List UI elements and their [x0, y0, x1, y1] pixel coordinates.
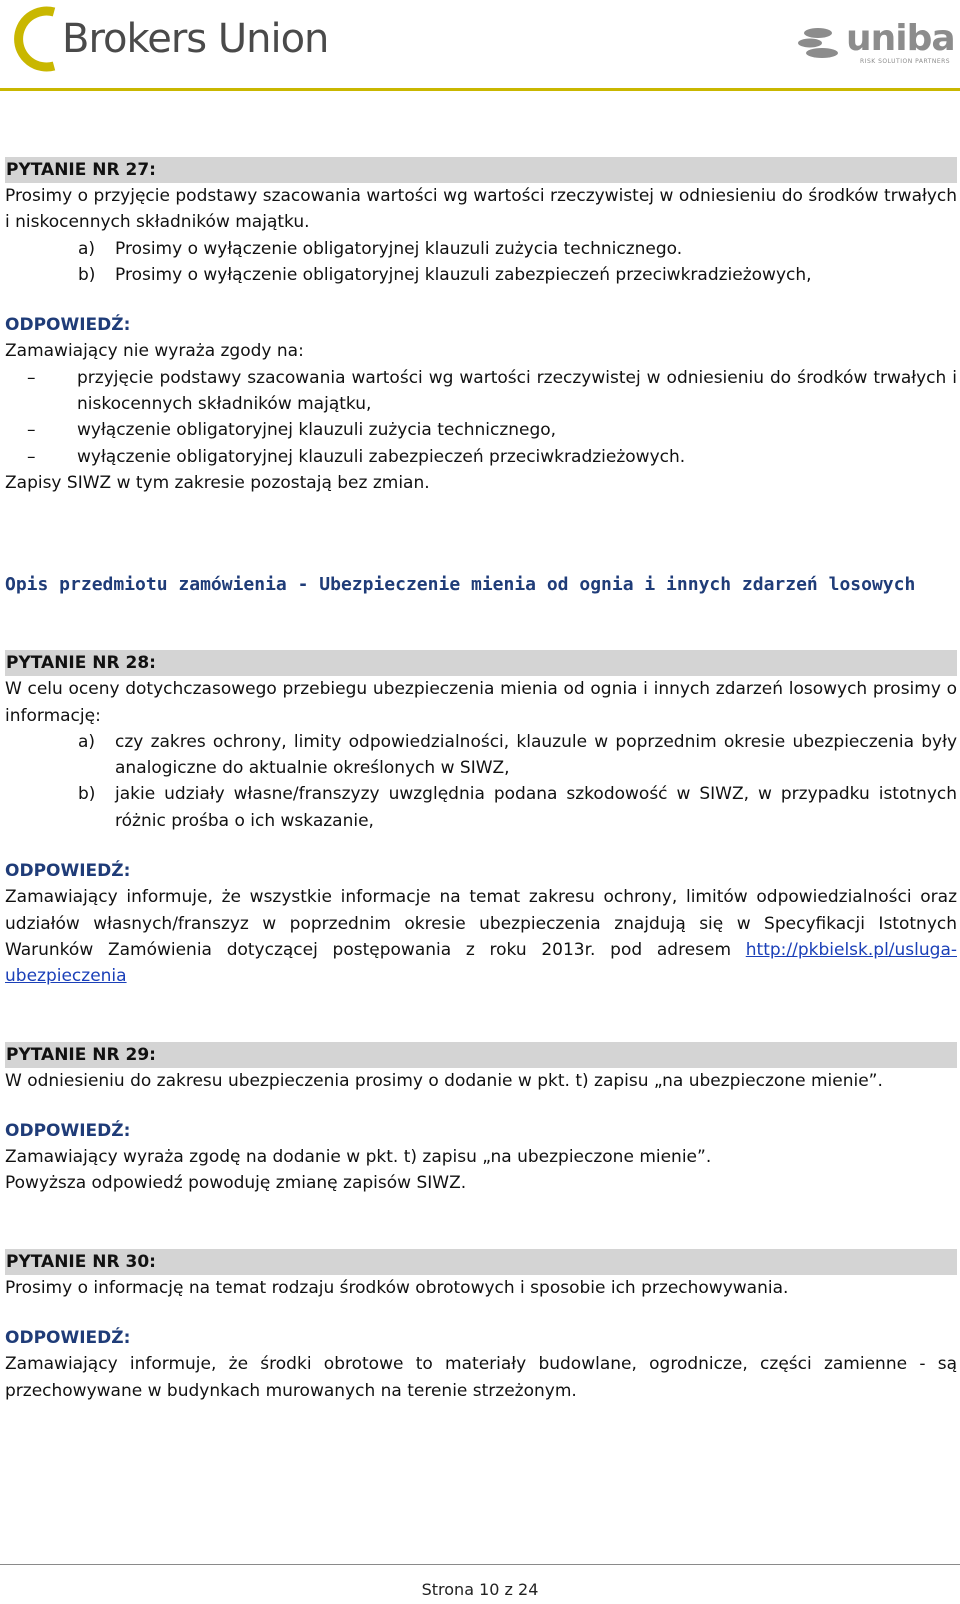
list-item: a) czy zakres ochrony, limity odpowiedzialności, klauzule w poprzednim okresie ubezpieczenia były analogiczne do aktualnie określonych w SIWZ,: [78, 731, 957, 779]
answer-28-label: ODPOWIEDŹ:: [5, 861, 131, 882]
list-item: – przyjęcie podstawy szacowania wartości wg wartości rzeczywistej w odniesieniu do środków trwałych i niskocennych składników majątku,: [27, 367, 957, 415]
section-heading: Opis przedmiotu zamówienia - Ubezpieczenie mienia od ognia i innych zdarzeń losowych: [5, 574, 916, 596]
footer-divider: [0, 1564, 960, 1565]
answer-27-intro: Zamawiający nie wyraża zgody na:: [5, 341, 304, 362]
answer-27-list: [5, 365, 957, 470]
question-28-title: PYTANIE NR 28:: [5, 650, 957, 676]
question-30-text: Prosimy o informację na temat rodzaju środków obrotowych i sposobie ich przechowywania.: [5, 1277, 789, 1298]
question-30-title: PYTANIE NR 30:: [5, 1249, 957, 1275]
answer-29-line1: Zamawiający wyraża zgodę na dodanie w pkt. t) zapisu „na ubezpieczone mienie”.: [5, 1147, 712, 1168]
answer-30-text: Zamawiający informuje, że środki obrotowe to materiały budowlane, ogrodnicze, części zamienne - są przechowywane w budynkach murowanych na terenie strzeżonym.: [5, 1354, 957, 1401]
uniba-stack-icon: [796, 26, 846, 62]
document-body: [5, 157, 957, 1404]
answer-29-label: ODPOWIEDŹ:: [5, 1120, 131, 1141]
list-item: b) jakie udziały własne/franszyzy uwzględnia podana szkodowość w SIWZ, w przypadku istotnych różnic prośba o ich wskazanie,: [78, 784, 957, 831]
question-28-text: W celu oceny dotychczasowego przebiegu ubezpieczenia mienia od ognia i innych zdarzeń losowych prosimy o informację:: [5, 679, 957, 726]
question-27-title: PYTANIE NR 27:: [5, 157, 957, 183]
page-header: [0, 0, 960, 92]
brokers-union-logo: [10, 6, 329, 72]
page-number: Strona 10 z 24: [421, 1580, 539, 1599]
question-29-text: W odniesieniu do zakresu ubezpieczenia prosimy o dodanie w pkt. t) zapisu „na ubezpieczone mienie”.: [5, 1070, 883, 1091]
question-28-list: [5, 729, 957, 834]
answer-29-line2: Powyższa odpowiedź powoduję zmianę zapisów SIWZ.: [5, 1173, 467, 1194]
header-divider: [0, 88, 960, 91]
answer-30-label: ODPOWIEDŹ:: [5, 1328, 131, 1349]
answer-27-outro: Zapisy SIWZ w tym zakresie pozostają bez zmian.: [5, 472, 430, 493]
answer-27-label: ODPOWIEDŹ:: [5, 315, 131, 336]
siwz-link[interactable]: http://pkbielsk.pl/usluga-ubezpieczenia: [5, 939, 957, 987]
brokers-union-arc-icon: [10, 6, 60, 72]
question-27-list: [5, 236, 957, 289]
left-logo-text: Brokers Union: [62, 16, 329, 62]
answer-28-text: Zamawiający informuje, że wszystkie informacje na temat zakresu ochrony, limitów odpowiedzialności oraz udziałów własnych/franszyz w poprzednim okresie ubezpieczenia znajdują się w Specyfikacji Istotnych Warunków Zamówienia dotyczącej postępowania z roku 2013r. pod adresem http://pkbielsk.pl/usluga-ubezpieczenia: [5, 887, 957, 987]
right-logo-text: uniba: [846, 18, 955, 59]
question-27-text: Prosimy o przyjęcie podstawy szacowania wartości wg wartości rzeczywistej w odniesieniu do środków trwałych i niskocennych składników majątku.: [5, 186, 957, 233]
list-item: – wyłączenie obligatoryjnej klauzuli zużycia technicznego,: [27, 420, 557, 441]
list-item: – wyłączenie obligatoryjnej klauzuli zabezpieczeń przeciwkradzieżowych.: [27, 446, 686, 467]
list-item: b) Prosimy o wyłączenie obligatoryjnej klauzuli zabezpieczeń przeciwkradzieżowych,: [78, 264, 812, 285]
right-logo-tagline: RISK SOLUTION PARTNERS: [860, 58, 951, 65]
uniba-logo: [796, 18, 958, 70]
list-item: a) Prosimy o wyłączenie obligatoryjnej klauzuli zużycia technicznego.: [78, 238, 683, 259]
question-29-title: PYTANIE NR 29:: [5, 1042, 957, 1068]
